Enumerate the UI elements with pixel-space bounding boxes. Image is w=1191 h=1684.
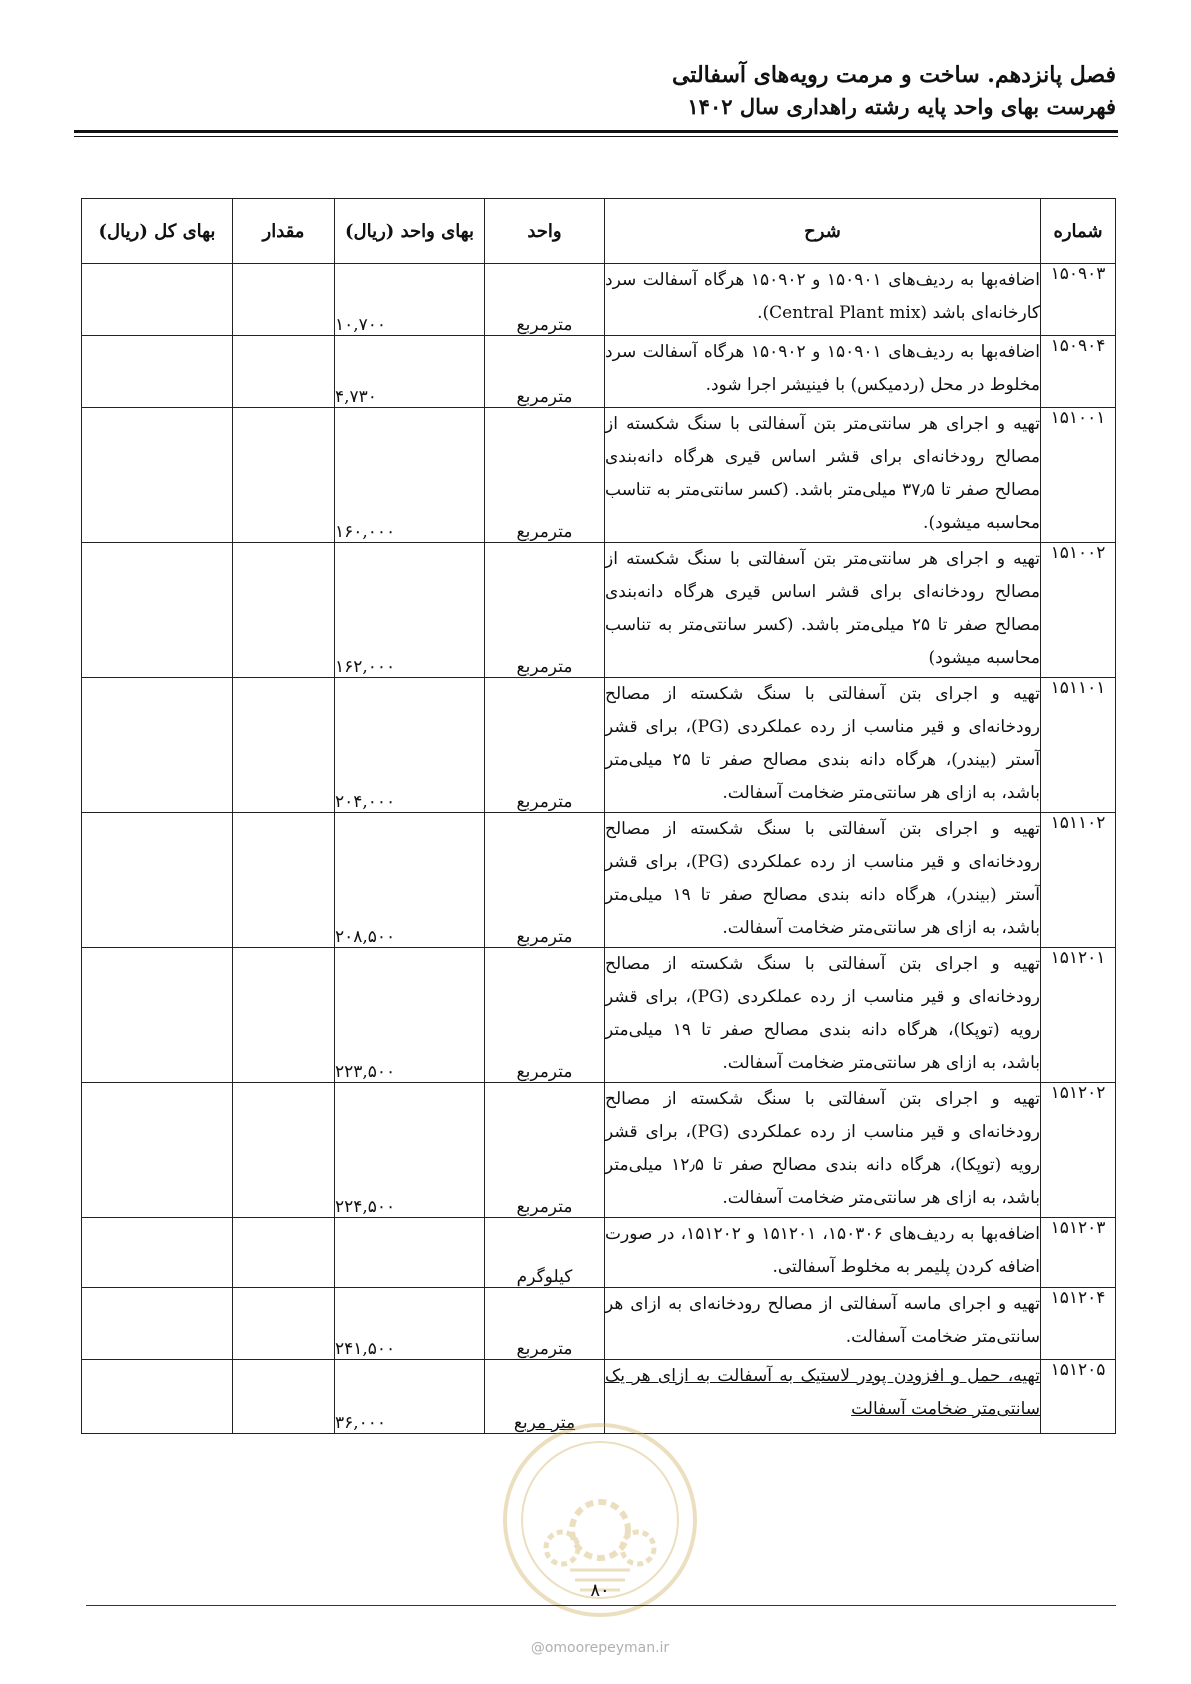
chapter-title: فصل پانزدهم. ساخت و مرمت رویه‌های آسفالتی [671,62,1116,88]
row-description: تهیه و اجرای ماسه آسفالتی از مصالح رودخانه‌ای به ازای هر سانتی‌متر ضخامت آسفالت. [605,1288,1041,1360]
row-total-cell [82,408,233,543]
row-total-cell [82,336,233,408]
row-total-cell [82,1083,233,1218]
col-header-code: شماره [1041,199,1116,264]
row-quantity-cell [233,1288,335,1360]
row-quantity-cell [233,1083,335,1218]
row-quantity-cell [233,543,335,678]
price-table [81,198,1116,1434]
watermark-text: @omoorepeyman.ir [530,1640,670,1656]
col-header-total-price: بهای کل (ریال) [82,199,233,264]
row-total-cell [82,1218,233,1288]
row-description: تهیه و اجرای هر سانتی‌متر بتن آسفالتی با سنگ شکسته از مصالح رودخانه‌ای برای قشر اساس قیری هرگاه دانه‌بندی مصالح صفر تا ۲۵ میلی‌متر باشد. (کسر سانتی‌متر به تناسب محاسبه میشود) [605,543,1041,678]
list-title: فهرست بهای واحد پایه رشته راهداری سال ۱۴۰۲ [687,94,1116,119]
table-row [82,264,1116,336]
row-total-cell [82,1360,233,1434]
row-unit-price: ۳۶,۰۰۰ [335,1360,485,1434]
row-description: اضافه‌بها به ردیف‌های ۱۵۰۹۰۱ و ۱۵۰۹۰۲ هرگاه آسفالت سرد مخلوط در محل (ردمیکس) با فینیشر اجرا شود. [605,336,1041,408]
row-unit-price: ۴,۷۳۰ [335,336,485,408]
row-quantity-cell [233,336,335,408]
row-unit: مترمربع [485,1288,605,1360]
row-unit-price: ۲۰۸,۵۰۰ [335,813,485,948]
row-description: تهیه و اجرای بتن آسفالتی با سنگ شکسته از مصالح رودخانه‌ای و قیر مناسب از رده عملکردی (PG)، برای قشر رویه (توپکا)، هرگاه دانه بندی مصالح صفر تا ۱۲٫۵ میلی‌متر باشد، به ازای هر سانتی‌متر ضخامت آسفالت. [605,1083,1041,1218]
row-quantity-cell [233,813,335,948]
row-description: تهیه و اجرای بتن آسفالتی با سنگ شکسته از مصالح رودخانه‌ای و قیر مناسب از رده عملکردی (PG)، برای قشر آستر (بیندر)، هرگاه دانه بندی مصالح صفر تا ۲۵ میلی‌متر باشد، به ازای هر سانتی‌متر ضخامت آسفالت. [605,678,1041,813]
table-row [82,948,1116,1083]
row-code: ۱۵۱۰۰۱ [1041,408,1116,543]
col-header-unit-price: بهای واحد (ریال) [335,199,485,264]
row-total-cell [82,948,233,1083]
row-unit: کیلوگرم [485,1218,605,1288]
row-unit-price: ۲۴۱,۵۰۰ [335,1288,485,1360]
row-unit: مترمربع [485,543,605,678]
table-header-row [82,199,1116,264]
row-total-cell [82,678,233,813]
table-row [82,678,1116,813]
header-rule-thick [74,130,1118,133]
col-header-description: شرح [605,199,1041,264]
table-row [82,813,1116,948]
row-description: تهیه و اجرای بتن آسفالتی با سنگ شکسته از مصالح رودخانه‌ای و قیر مناسب از رده عملکردی (PG)، برای قشر رویه (توپکا)، هرگاه دانه بندی مصالح صفر تا ۱۹ میلی‌متر باشد، به ازای هر سانتی‌متر ضخامت آسفالت. [605,948,1041,1083]
row-code: ۱۵۱۲۰۴ [1041,1288,1116,1360]
row-description: اضافه‌بها به ردیف‌های ۱۵۰۳۰۶، ۱۵۱۲۰۱ و ۱۵۱۲۰۲، در صورت اضافه کردن پلیمر به مخلوط آسفالتی. [605,1218,1041,1288]
row-quantity-cell [233,1218,335,1288]
col-header-unit: واحد [485,199,605,264]
row-unit-price: ۱۰,۷۰۰ [335,264,485,336]
row-unit-price: ۲۰۴,۰۰۰ [335,678,485,813]
row-total-cell [82,813,233,948]
page-header [74,58,1116,122]
row-quantity-cell [233,948,335,1083]
row-unit: مترمربع [485,1083,605,1218]
row-description: تهیه و اجرای هر سانتی‌متر بتن آسفالتی با سنگ شکسته از مصالح رودخانه‌ای برای قشر اساس قیری هرگاه دانه‌بندی مصالح صفر تا ۳۷٫۵ میلی‌متر باشد. (کسر سانتی‌متر به تناسب محاسبه میشود). [605,408,1041,543]
row-unit-text: متر مربع [513,1413,576,1433]
table-row [82,1288,1116,1360]
row-code: ۱۵۱۰۰۲ [1041,543,1116,678]
row-description-text: تهیه، حمل و افزودن پودر لاستیک به آسفالت به ازای هر یک سانتی‌متر ضخامت آسفالت [605,1366,1040,1419]
row-unit-price: ۲۲۳,۵۰۰ [335,948,485,1083]
table-row [82,336,1116,408]
row-total-cell [82,1288,233,1360]
row-description: اضافه‌بها به ردیف‌های ۱۵۰۹۰۱ و ۱۵۰۹۰۲ هرگاه آسفالت سرد کارخانه‌ای باشد (Central Plant mix). [605,264,1041,336]
row-unit: مترمربع [485,678,605,813]
row-unit-price [335,1218,485,1288]
row-unit: مترمربع [485,948,605,1083]
row-total-cell [82,264,233,336]
header-rule-thin [74,136,1118,137]
row-unit [485,1360,605,1434]
row-code: ۱۵۱۲۰۲ [1041,1083,1116,1218]
row-quantity-cell [233,678,335,813]
table-row [82,1218,1116,1288]
row-total-cell [82,543,233,678]
row-unit: مترمربع [485,336,605,408]
row-code: ۱۵۱۱۰۲ [1041,813,1116,948]
row-quantity-cell [233,408,335,543]
row-code: ۱۵۱۲۰۱ [1041,948,1116,1083]
row-quantity-cell [233,264,335,336]
footer-rule [86,1605,1116,1606]
row-code: ۱۵۱۲۰۵ [1041,1360,1116,1434]
table-row [82,543,1116,678]
row-quantity-cell [233,1360,335,1434]
table-row [82,1360,1116,1434]
row-description [605,1360,1041,1434]
row-code: ۱۵۱۱۰۱ [1041,678,1116,813]
row-unit: مترمربع [485,408,605,543]
page-number: ۸۰ [590,1580,610,1601]
table-row [82,1083,1116,1218]
row-code: ۱۵۰۹۰۴ [1041,336,1116,408]
row-unit: مترمربع [485,813,605,948]
row-description: تهیه و اجرای بتن آسفالتی با سنگ شکسته از مصالح رودخانه‌ای و قیر مناسب از رده عملکردی (PG)، برای قشر آستر (بیندر)، هرگاه دانه بندی مصالح صفر تا ۱۹ میلی‌متر باشد، به ازای هر سانتی‌متر ضخامت آسفالت. [605,813,1041,948]
row-unit-price: ۱۶۰,۰۰۰ [335,408,485,543]
row-unit-price: ۲۲۴,۵۰۰ [335,1083,485,1218]
row-unit: مترمربع [485,264,605,336]
row-code: ۱۵۱۲۰۳ [1041,1218,1116,1288]
row-code: ۱۵۰۹۰۳ [1041,264,1116,336]
col-header-quantity: مقدار [233,199,335,264]
row-unit-price: ۱۶۲,۰۰۰ [335,543,485,678]
table-row [82,408,1116,543]
